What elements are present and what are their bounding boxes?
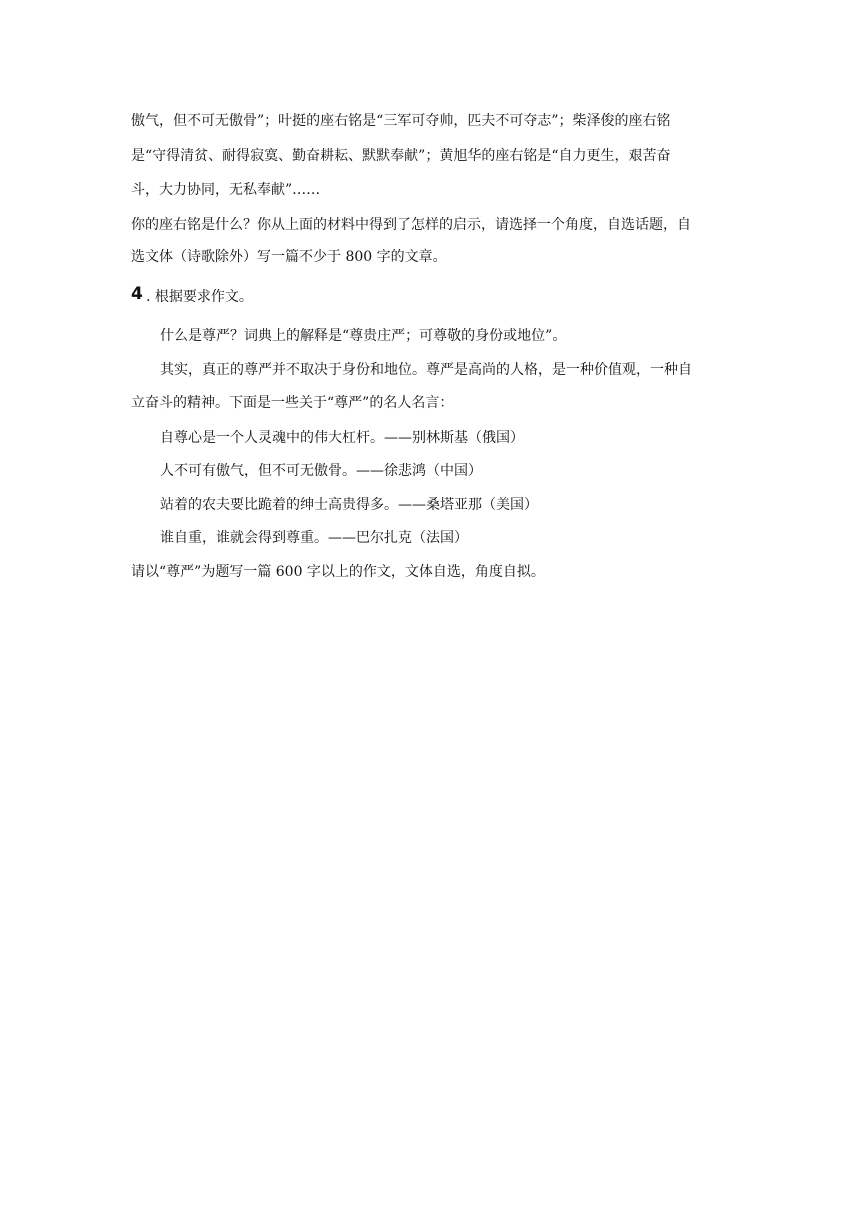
line-1-text: 傲气，但不可无傲骨”；叶挺的座右铭是“三军可夺帅，匹夫不可夺志”；柴泽俊的座右铭	[131, 113, 671, 129]
quote-line-4: 谁自重，谁就会得到尊重。——巴尔扎克（法国）	[160, 530, 468, 546]
paragraph-line-8: 立奋斗的精神。下面是一些关于“尊严”的名人名言：	[131, 395, 454, 411]
paragraph-line-5: 选文体（诗歌除外）写一篇不少于 800 字的文章。	[131, 249, 447, 265]
line-7-text: 其实，真正的尊严并不取决于身份和地位。尊严是高尚的人格，是一种价值观，一种自	[160, 362, 692, 378]
paragraph-line-3: 斗，大力协同，无私奉献”……	[131, 182, 321, 198]
quote-line-2: 人不可有傲气，但不可无傲骨。——徐悲鸿（中国）	[160, 463, 482, 479]
paragraph-line-4	[131, 216, 728, 234]
quote-line-3: 站着的农夫要比跪着的绅士高贵得多。——桑塔亚那（美国）	[160, 497, 538, 513]
line-2-text: 是“守得清贫、耐得寂寞、勤奋耕耘、默默奉献”；黄旭华的座右铭是“自力更生，艰苦奋	[131, 148, 671, 164]
question-title: . 根据要求作文。	[146, 289, 253, 305]
quote-line-1: 自尊心是一个人灵魂中的伟大杠杆。——别林斯基（俄国）	[160, 430, 524, 446]
question-number: 4	[131, 284, 143, 304]
paragraph-line-7	[160, 361, 728, 379]
paragraph-line-1	[131, 112, 728, 130]
line-4-text: 你的座右铭是什么？你从上面的材料中得到了怎样的启示，请选择一个角度，自选话题，自	[131, 217, 691, 233]
paragraph-line-2	[131, 147, 728, 165]
paragraph-line-6: 什么是尊严？词典上的解释是“尊贵庄严；可尊敬的身份或地位”。	[160, 328, 567, 344]
paragraph-line-13: 请以“尊严”为题写一篇 600 字以上的作文，文体自选，角度自拟。	[131, 564, 545, 580]
